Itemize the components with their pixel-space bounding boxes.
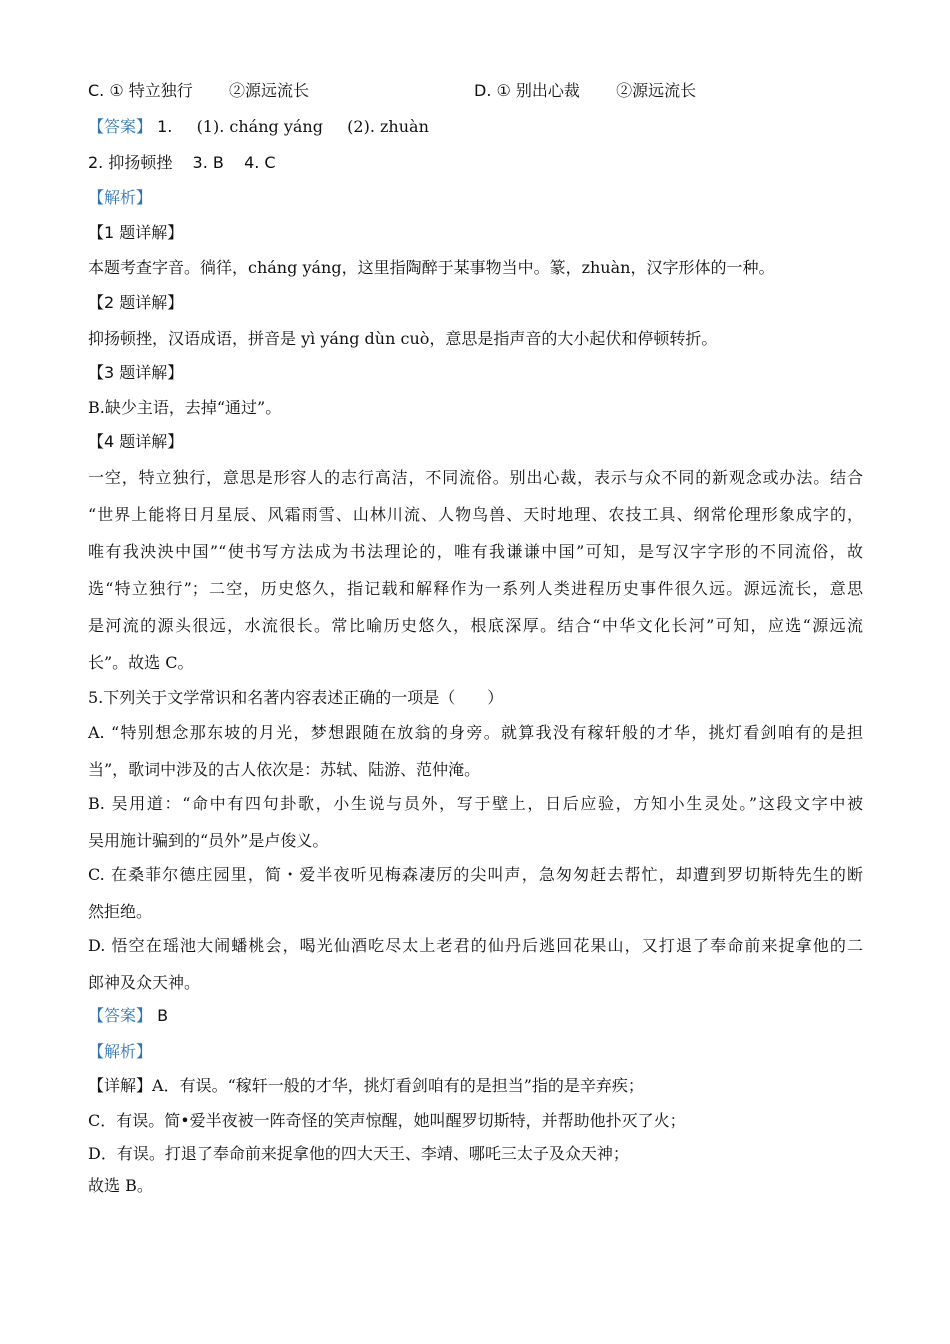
analysis-5-tag: 【解析】 bbox=[88, 1042, 153, 1061]
q5-option-d-cont: 郎神及众天神。 bbox=[88, 973, 201, 992]
detail-4-line: 是河流的源头很远，水流很长。常比喻历史悠久，根底深厚。结合“中华文化长河”可知，应选“源远流 bbox=[88, 616, 863, 635]
answer-q1-number: 1. bbox=[157, 117, 173, 136]
detail-1-body: 本题考查字音。徜徉，cháng yáng，这里指陶醉于某事物当中。篆，zhuàn，汉字形体的一种。 bbox=[88, 258, 775, 277]
answer-q4: 4. C bbox=[244, 153, 276, 172]
answer-5 bbox=[88, 1006, 863, 1026]
option-d-blank2: ②源远流长 bbox=[616, 81, 697, 100]
detail-4-title: 【4 题详解】 bbox=[88, 432, 184, 451]
analysis-tag: 【解析】 bbox=[88, 188, 153, 207]
q5-option-a-cont: 当”，歌词中涉及的古人依次是：苏轼、陆游、范仲淹。 bbox=[88, 760, 481, 779]
detail-4-line: 唯有我泱泱中国”“使书写方法成为书法理论的，唯有我谦谦中国”可知，是写汉字字形的不同流俗，故 bbox=[88, 542, 863, 561]
question-5-stem: 5.下列关于文学常识和名著内容表述正确的一项是（ ） bbox=[88, 688, 504, 707]
q5-option-d: D. 悟空在瑶池大闹蟠桃会，喝光仙酒吃尽太上老君的仙丹后逃回花果山，又打退了奉命前来捉拿他的二 bbox=[88, 936, 863, 955]
analysis-5-a-text: A．有误。“稼轩一般的才华，挑灯看剑咱有的是担当”指的是辛弃疾； bbox=[152, 1076, 644, 1095]
option-c-blank1: ① 特立独行 bbox=[109, 81, 193, 100]
answer-q1-part2: (2). zhuàn bbox=[347, 117, 429, 136]
detail-3-title: 【3 题详解】 bbox=[88, 363, 184, 382]
detail-4-line: 长”。故选 C。 bbox=[88, 653, 194, 672]
detail-tag: 【详解】 bbox=[88, 1076, 153, 1095]
option-d-letter: D. bbox=[474, 81, 492, 100]
answer-5-tag: 【答案】 bbox=[88, 1006, 153, 1025]
option-d-blank1: ① 别出心裁 bbox=[496, 81, 580, 100]
detail-2-title: 【2 题详解】 bbox=[88, 293, 184, 312]
answer-tag: 【答案】 bbox=[88, 117, 153, 136]
detail-2-body: 抑扬顿挫，汉语成语，拼音是 yì yáng dùn cuò，意思是指声音的大小起伏和停顿转折。 bbox=[88, 329, 718, 348]
answer-q1-part1: (1). cháng yáng bbox=[196, 117, 323, 136]
answer-q3: 3. B bbox=[192, 153, 224, 172]
q5-option-b-cont: 吴用施计骗到的“员外”是卢俊义。 bbox=[88, 831, 329, 850]
answer-5-value: B bbox=[157, 1006, 169, 1025]
detail-4-line: 一空，特立独行，意思是形容人的志行高洁，不同流俗。别出心裁，表示与众不同的新观念或办法。结合 bbox=[88, 468, 863, 487]
q4-option-d bbox=[474, 81, 774, 101]
analysis-5-line-c: C．有误。简•爱半夜被一阵奇怪的笑声惊醒，她叫醒罗切斯特，并帮助他扑灭了火； bbox=[88, 1111, 686, 1130]
answer-q2: 2. 抑扬顿挫 bbox=[88, 153, 173, 172]
option-c-letter: C. bbox=[88, 81, 105, 100]
detail-4-line: “世界上能将日月星辰、风霜雨雪、山林川流、人物鸟兽、天时地理、农技工具、纲常伦理形象成字的， bbox=[88, 505, 863, 524]
answer-line-1 bbox=[88, 117, 863, 137]
analysis-5-line-d: D．有误。打退了奉命前来捉拿他的四大天王、李靖、哪吒三太子及众天神； bbox=[88, 1144, 629, 1163]
q5-option-a: A. “特别想念那东坡的月光，梦想跟随在放翁的身旁。就算我没有稼轩般的才华，挑灯看剑咱有的是担 bbox=[88, 723, 863, 742]
answer-line-2 bbox=[88, 153, 863, 173]
q5-option-b: B. 吴用道：“命中有四句卦歌，小生说与员外，写于壁上，日后应验，方知小生灵处。”这段文字中被 bbox=[88, 794, 863, 813]
q5-option-c-cont: 然拒绝。 bbox=[88, 902, 153, 921]
detail-4-line: 选“特立独行”；二空，历史悠久，指记载和解释作为一系列人类进程历史事件很久远。源远流长，意思 bbox=[88, 579, 863, 598]
analysis-5-line-a bbox=[88, 1076, 863, 1096]
detail-3-body: B.缺少主语，去掉“通过”。 bbox=[88, 398, 282, 417]
detail-1-title: 【1 题详解】 bbox=[88, 223, 184, 242]
analysis-5-conclusion: 故选 B。 bbox=[88, 1176, 153, 1195]
q5-option-c: C. 在桑菲尔德庄园里，简・爱半夜听见梅森凄厉的尖叫声，急匆匆赶去帮忙，却遭到罗切斯特先生的断 bbox=[88, 865, 863, 884]
option-c-blank2: ②源远流长 bbox=[228, 81, 309, 100]
